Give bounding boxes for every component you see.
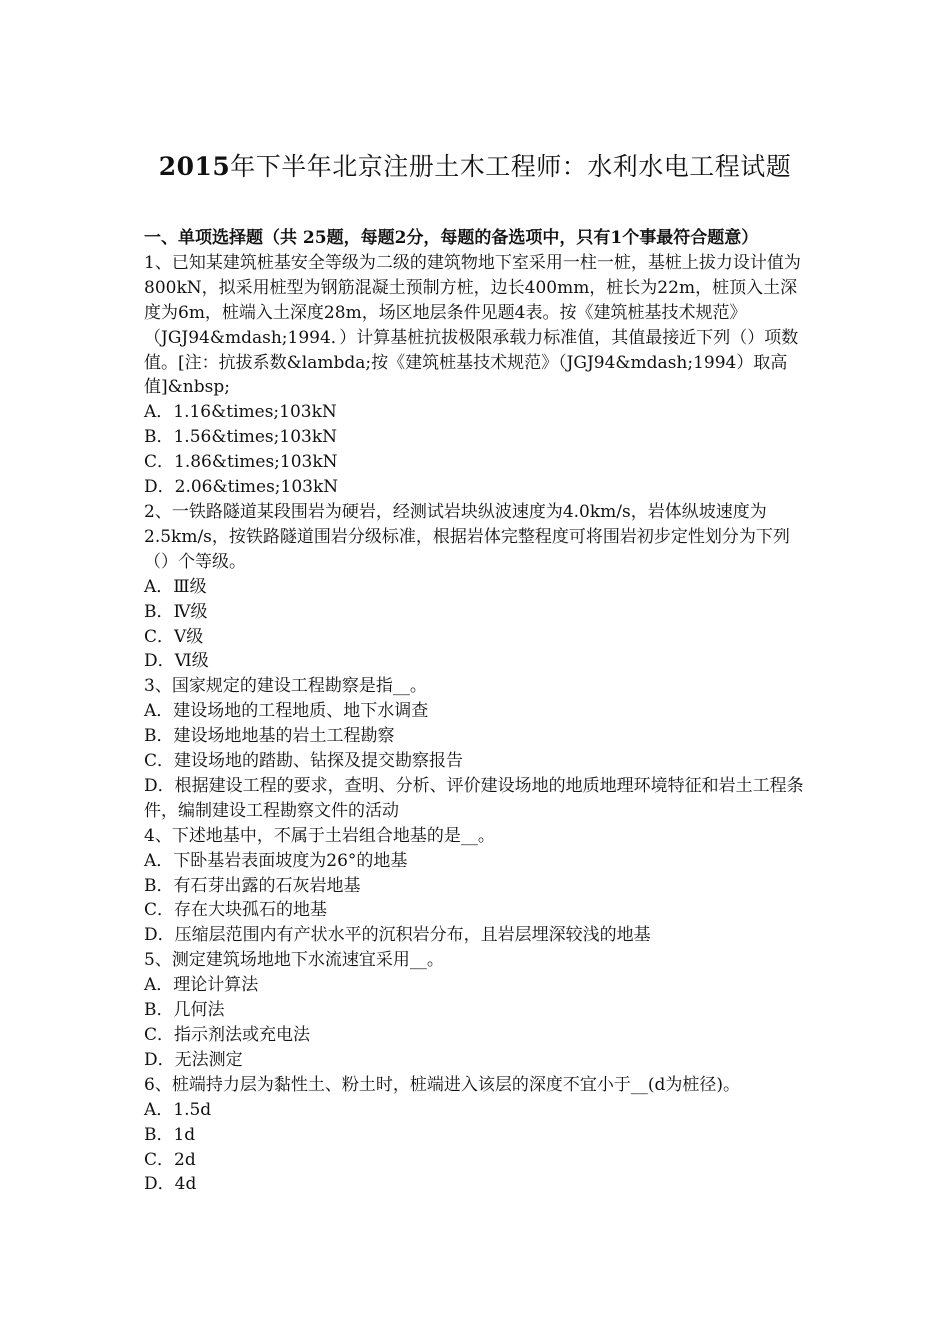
question-1-option-a: A．1.16&times;103kN <box>144 402 337 423</box>
question-1-option-c: C．1.86&times;103kN <box>144 452 338 473</box>
question-6-stem: 6、桩端持力层为黏性土、粉土时，桩端进入该层的深度不宜小于__(d为桩径)。 <box>144 1074 740 1095</box>
title-text: 年下半年北京注册土木工程师：水利水电工程试题 <box>230 152 792 181</box>
question-4-option-b: B．有石芽出露的石灰岩地基 <box>144 875 361 896</box>
page-title <box>0 150 950 184</box>
question-4-option-a: A．下卧基岩表面坡度为26°的地基 <box>144 850 408 871</box>
question-4-option-c: C．存在大块孤石的地基 <box>144 900 328 921</box>
question-3-option-c: C．建设场地的踏勘、钻探及提交勘察报告 <box>144 751 464 772</box>
question-2-option-b: B．Ⅳ级 <box>144 601 208 622</box>
question-1-option-d: D．2.06&times;103kN <box>144 477 339 498</box>
question-6-option-b: B．1d <box>144 1124 196 1145</box>
question-3-option-a: A．建设场地的工程地质、地下水调查 <box>144 701 429 722</box>
title-year: 2015 <box>158 152 231 181</box>
section-heading: 一、单项选择题（共 25题，每题2分，每题的备选项中，只有1个事最符合题意） <box>144 228 759 248</box>
question-5-option-d: D．无法测定 <box>144 1049 243 1070</box>
document-body <box>144 226 808 1197</box>
question-2-option-a: A．Ⅲ级 <box>144 576 207 597</box>
question-2-option-d: D．Ⅵ级 <box>144 651 209 672</box>
question-6-option-a: A．1.5d <box>144 1099 212 1120</box>
question-4-option-d: D．压缩层范围内有产状水平的沉积岩分布，且岩层埋深较浅的地基 <box>144 925 651 946</box>
question-3-option-b: B．建设场地地基的岩土工程勘察 <box>144 726 395 747</box>
question-1-option-b: B．1.56&times;103kN <box>144 427 338 448</box>
question-6-option-c: C．2d <box>144 1149 196 1170</box>
question-5-option-a: A．理论计算法 <box>144 975 259 996</box>
question-4-stem: 4、下述地基中，不属于土岩组合地基的是__。 <box>144 825 495 846</box>
question-5-stem: 5、测定建筑场地地下水流速宜采用__。 <box>144 950 444 971</box>
question-3-stem: 3、国家规定的建设工程勘察是指__。 <box>144 676 427 697</box>
question-2-stem: 2、一铁路隧道某段围岩为硬岩，经测试岩块纵波速度为4.0km/s，岩体纵坡速度为2.5km/s，按铁路隧道围岩分级标准，根据岩体完整程度可将围岩初步定性划分为下列（）个等级。 <box>144 501 790 572</box>
question-5-option-c: C．指示剂法或充电法 <box>144 1025 311 1045</box>
question-3-option-d: D．根据建设工程的要求，查明、分析、评价建设场地的地质地理环境特征和岩土工程条件，编制建设工程勘察文件的活动 <box>144 775 804 821</box>
question-5-option-b: B．几何法 <box>144 1000 225 1021</box>
question-2-option-c: C．Ⅴ级 <box>144 626 204 647</box>
question-1-stem: 1、已知某建筑桩基安全等级为二级的建筑物地下室采用一柱一桩，基桩上拔力设计值为800kN，拟采用桩型为钢筋混凝土预制方桩，边长400mm，桩长为22m，桩顶入土深度为6m，桩端入土深度28m，场区地层条件见题4表。按《建筑桩基技术规范》（JGJ94&mdash;1994．）计算基桩抗拔极限承载力标准值，其值最接近下列（）项数值。[注：抗拔系数&lambda;按《建筑桩基技术规范》（JGJ94&mdash;1994）取高值]&nbsp; <box>144 252 801 398</box>
question-6-option-d: D．4d <box>144 1174 197 1195</box>
